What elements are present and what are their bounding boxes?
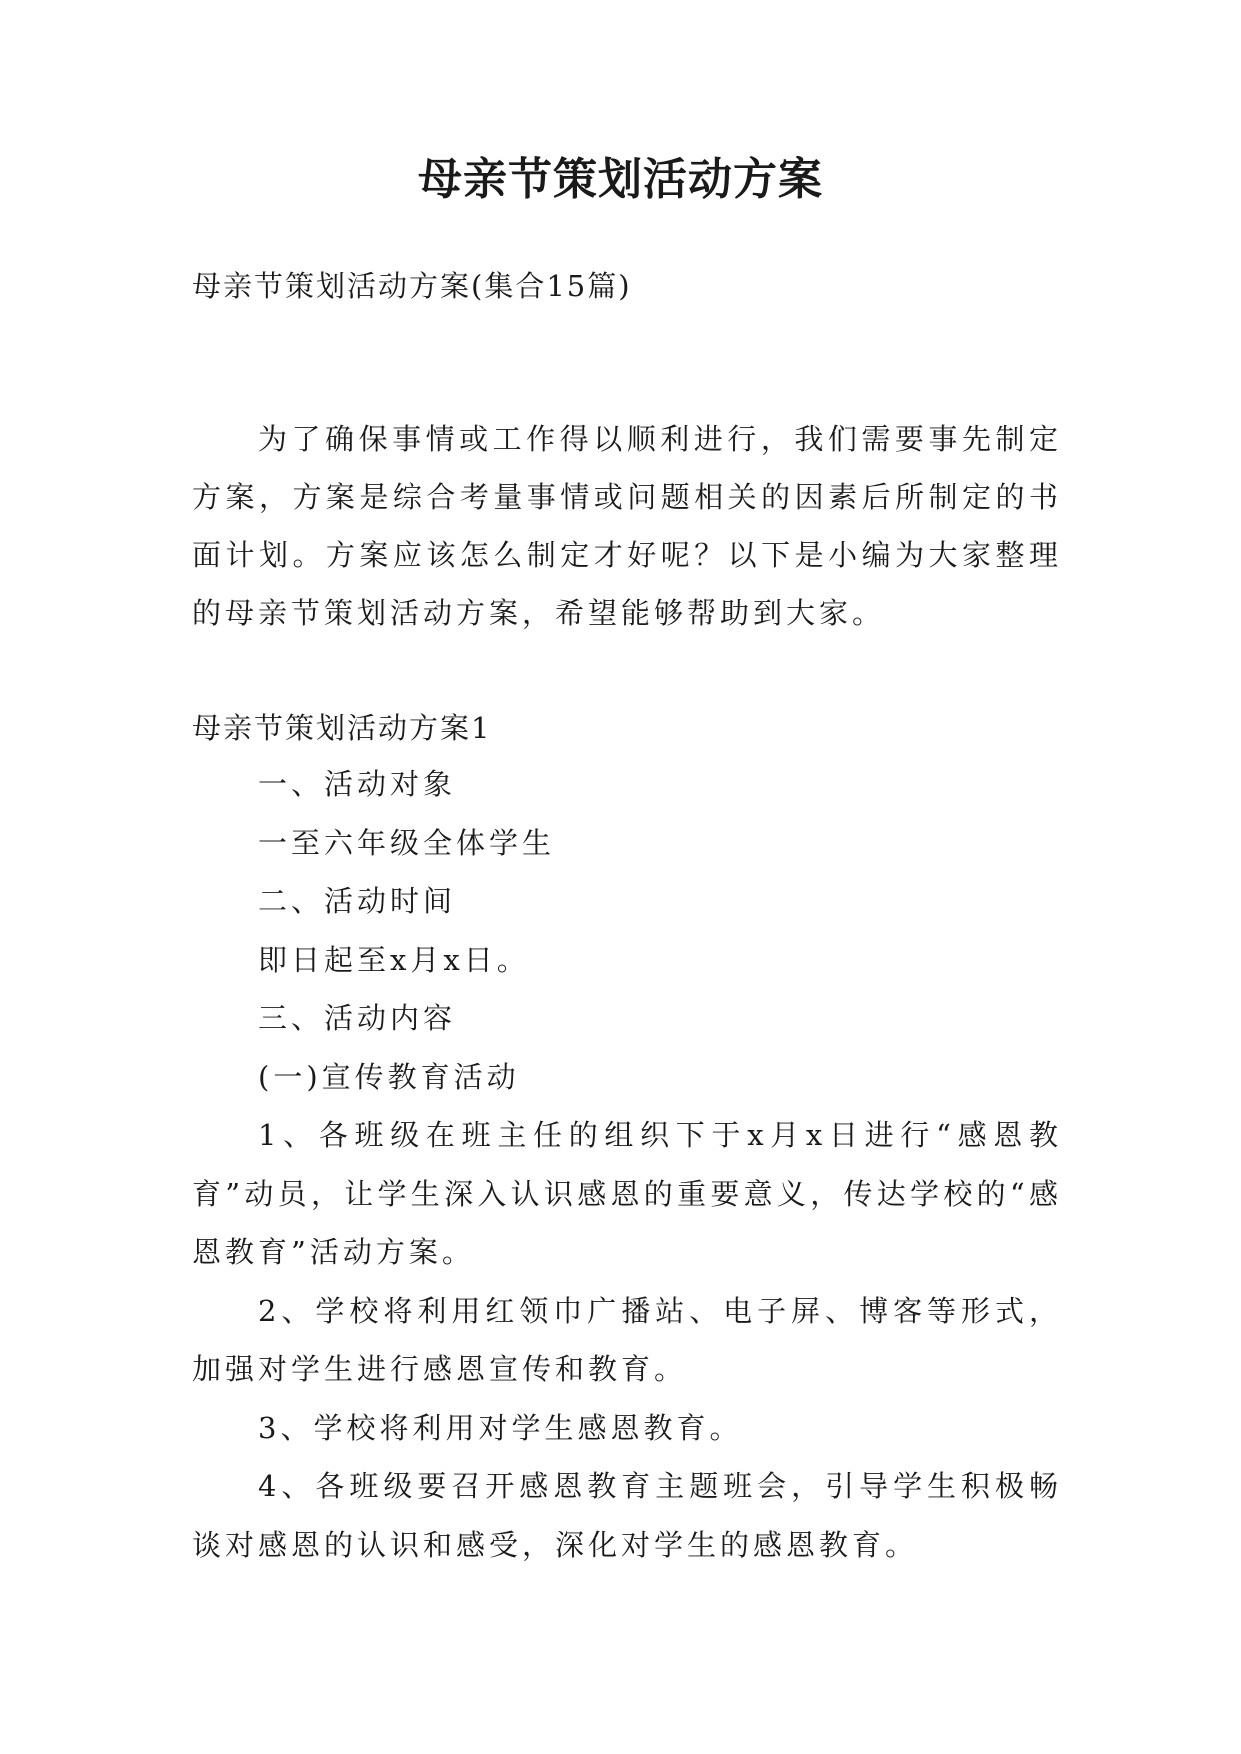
heading-activity-target: 一、活动对象	[258, 767, 457, 801]
paragraph-item-4: 4、各班级要召开感恩教育主题班会，引导学生积极畅谈对感恩的认识和感受，深化对学生的感恩教育。	[192, 1469, 1062, 1562]
heading-activity-content: 三、活动内容	[258, 1001, 457, 1035]
subheading-promotion: (一)宣传教育活动	[258, 1059, 520, 1094]
document-subtitle: 母亲节策划活动方案(集合15篇)	[192, 269, 632, 303]
paragraph-item-2: 2、学校将利用红领巾广播站、电子屏、博客等形式，加强对学生进行感恩宣传和教育。	[192, 1293, 1062, 1386]
intro-paragraph: 为了确保事情或工作得以顺利进行，我们需要事先制定方案，方案是综合考量事情或问题相关的因素后所制定的书面计划。方案应该怎么制定才好呢？以下是小编为大家整理的母亲节策划活动方案，希望能够帮助到大家。	[192, 422, 1062, 630]
document-title: 母亲节策划活动方案	[418, 154, 823, 205]
paragraph-activity-target: 一至六年级全体学生	[258, 825, 556, 860]
paragraph-item-1: 1、各班级在班主任的组织下于x月x日进行“感恩教育”动员，让学生深入认识感恩的重要意义，传达学校的“感恩教育”活动方案。	[192, 1118, 1062, 1269]
heading-activity-time: 二、活动时间	[258, 884, 457, 918]
paragraph-activity-time: 即日起至x月x日。	[258, 942, 530, 977]
paragraph-item-3: 3、学校将利用对学生感恩教育。	[258, 1410, 743, 1445]
section-body	[192, 755, 1062, 1574]
section-title: 母亲节策划活动方案1	[192, 711, 492, 745]
